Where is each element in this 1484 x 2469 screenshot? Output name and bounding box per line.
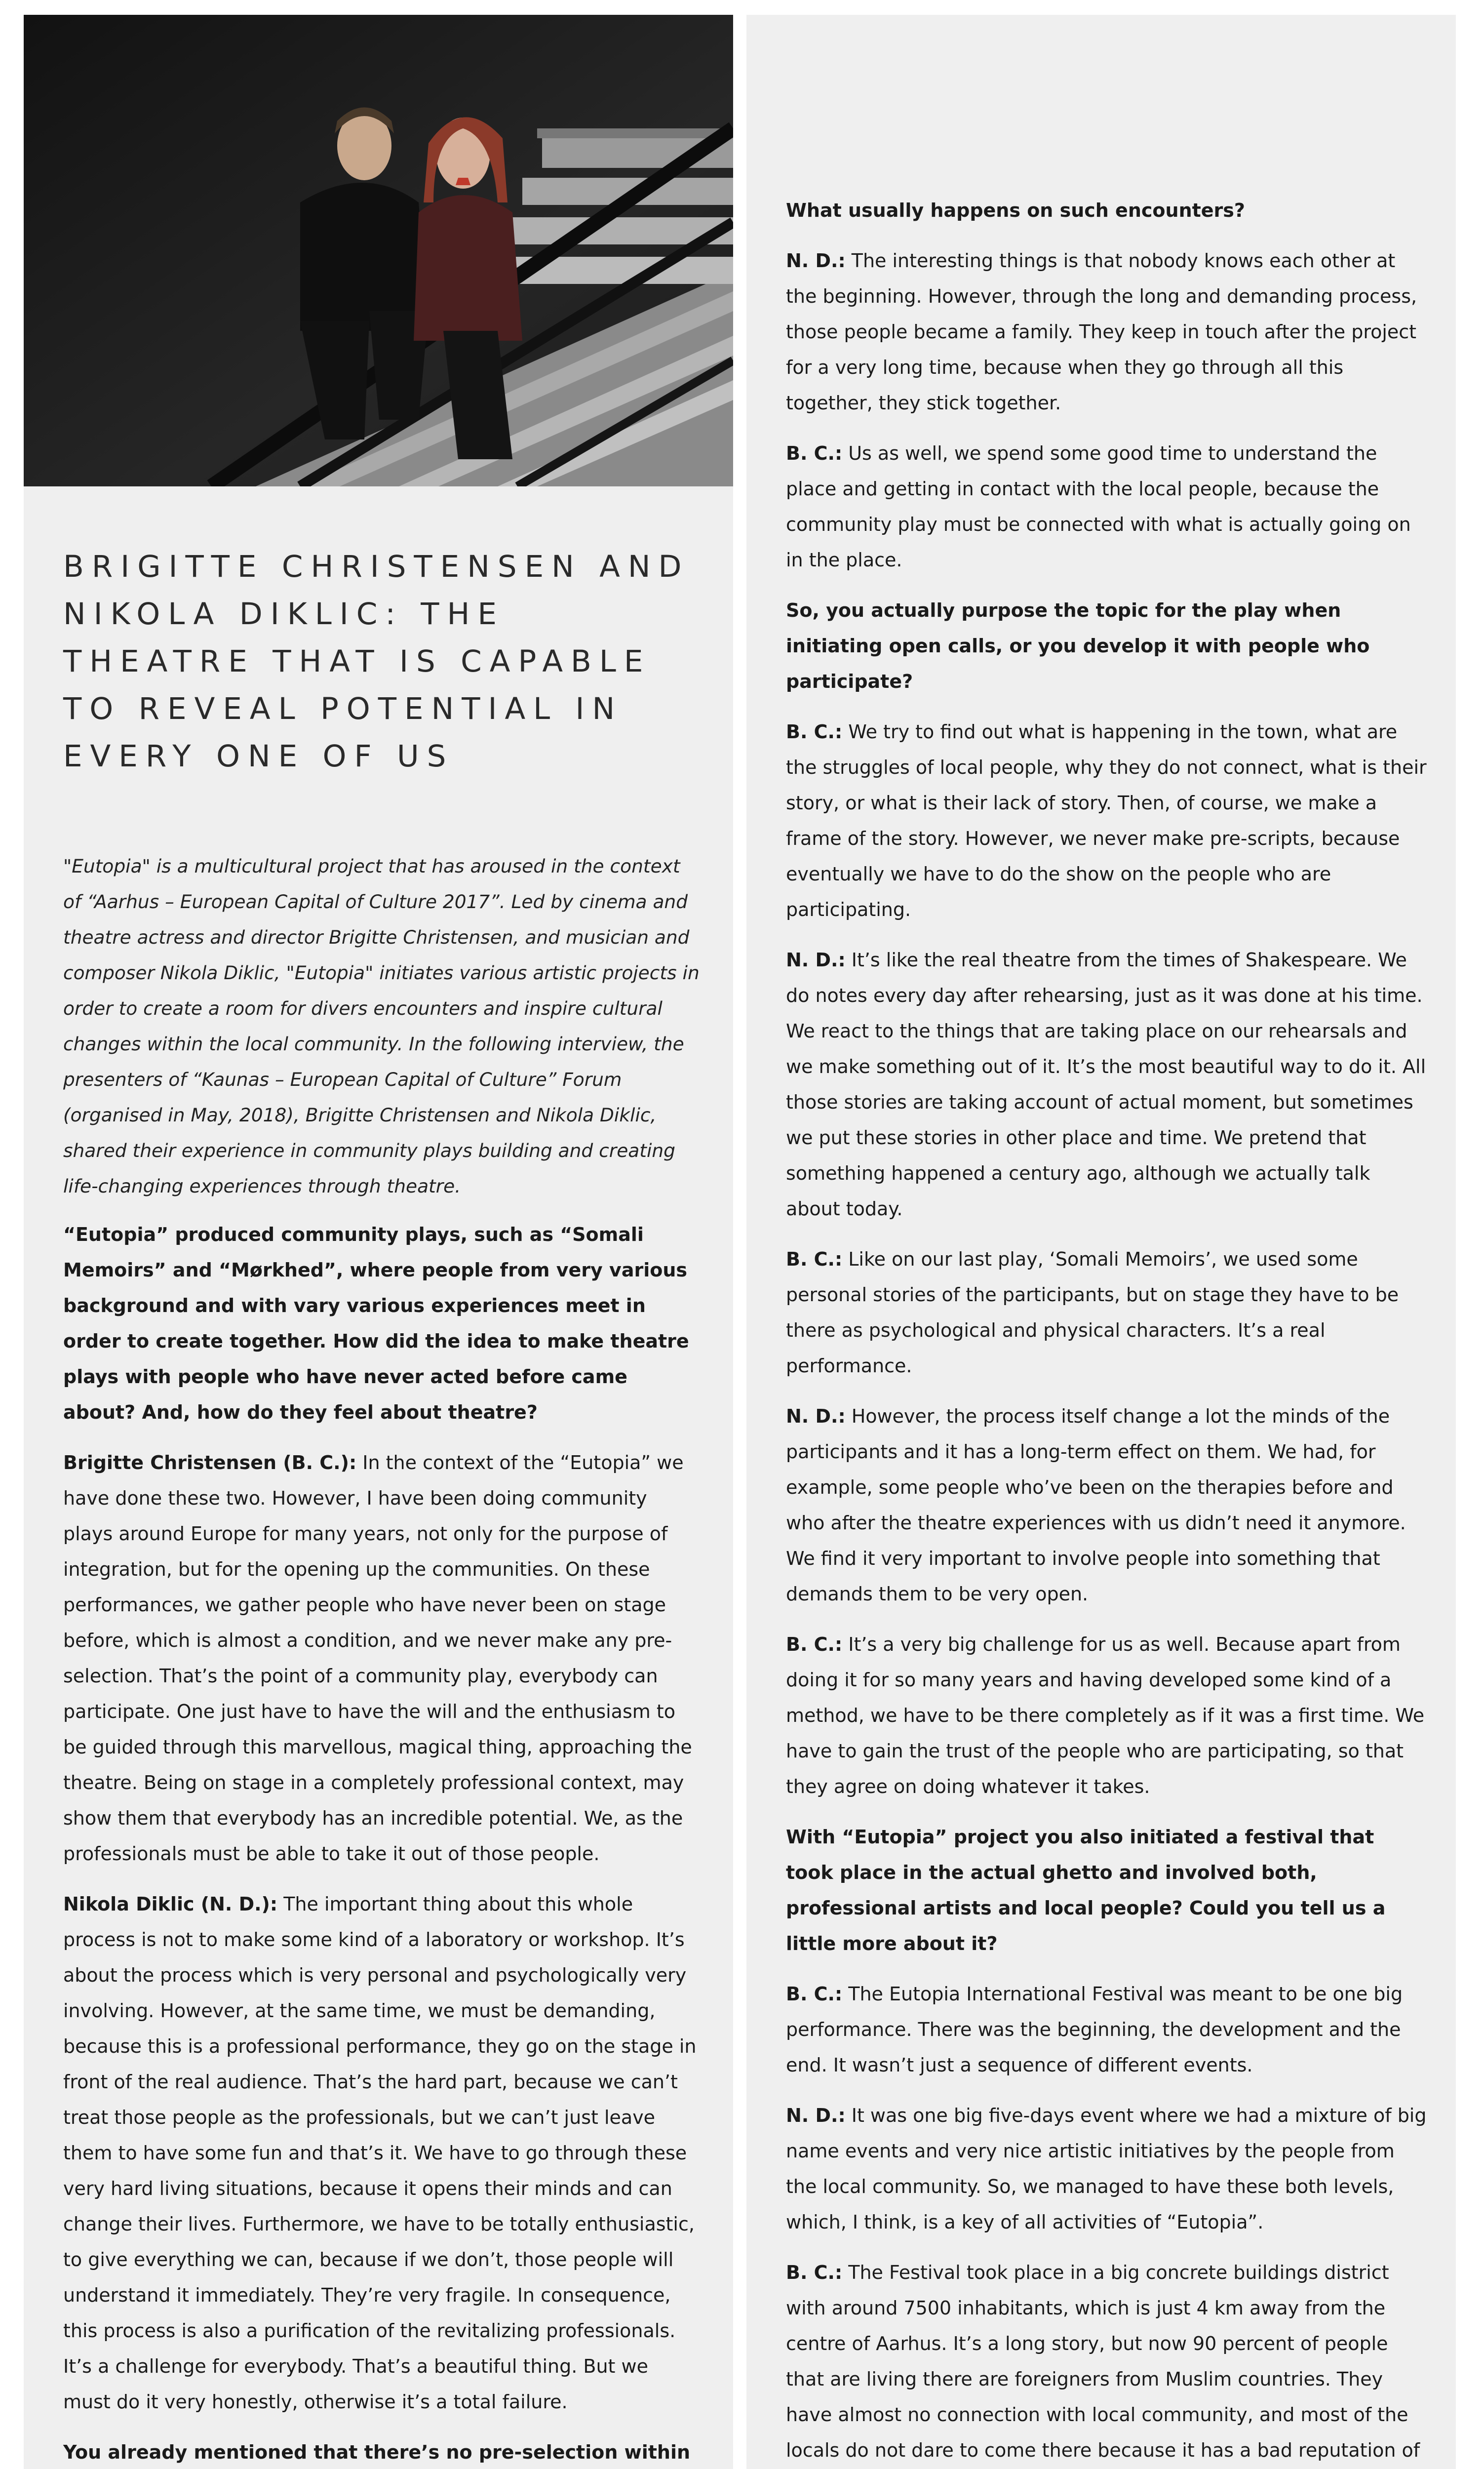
interview-answer — [786, 436, 1428, 578]
paragraph-text: Us as well, we spend some good time to understand the place and getting in contact with the local people, because the community play must be connected with what is actually going on in the place. — [786, 442, 1411, 571]
paragraph-text: The Eutopia International Festival was meant to be one big performance. There was the beginning, the development and the end. It wasn’t just a sequence of different events. — [786, 1983, 1403, 2076]
interview-answer — [786, 2098, 1428, 2240]
paragraph-text: The Festival took place in a big concrete buildings district with around 7500 inhabitants, which is just 4 km away from the centre of Aarhus. It’s a long story, but now 90 percent of people that are living there are foreigners from Muslim countries. They have almost no connection with local community, and most of the locals do not dare to come there because it has a bad reputation of — [786, 2262, 1420, 2461]
interview-answer — [786, 1976, 1428, 2083]
speaker-label: B. C.: — [786, 1633, 843, 1655]
speaker-label: B. C.: — [786, 442, 843, 464]
paragraph-text: The important thing about this whole process is not to make some kind of a laboratory or workshop. It’s about the process which is very personal and psychologically very involving. However, at the same time, we must be demanding, because this is a professional performance, they go on the stage in front of the real audience. That’s the hard part, because we can’t treat those people as the professionals, but we can’t just leave them to have some fun and that’s it. We have to go through these very hard living situations, because it opens their minds and can change their lives. Furthermore, we have to be totally enthusiastic, to give everything we can, because if we don’t, those people will understand it immediately. They’re very fragile. In consequence, this process is also a purification of the revitalizing professionals. It’s a challenge for everybody. That’s a beautiful thing. But we must do it very honestly, otherwise it’s a total failure. — [63, 1893, 697, 2413]
paragraph-text: The interesting things is that nobody knows each other at the beginning. However, through the long and demanding process, those people became a family. They keep in touch after the project for a very long time, because when they go through all this together, they stick together. — [786, 250, 1417, 414]
speaker-label: B. C.: — [786, 1983, 843, 2005]
interview-answer — [63, 1886, 700, 2420]
right-column — [746, 15, 1456, 2469]
interview-question — [786, 1819, 1428, 1961]
paragraph-text: We try to find out what is happening in the town, what are the struggles of local people, why they do not connect, what is their story, or what is their lack of story. Then, of course, we make a frame of the story. However, we never make pre-scripts, because eventually we have to do the show on the people who are participating. — [786, 721, 1427, 920]
speaker-label: N. D.: — [786, 1405, 846, 1427]
interview-answer — [786, 1627, 1428, 1804]
speaker-label: N. D.: — [786, 949, 846, 971]
interview-question — [786, 193, 1428, 228]
interview-answer — [786, 243, 1428, 421]
interview-question — [63, 2434, 700, 2469]
right-article-body — [786, 193, 1428, 2469]
paragraph-text: It was one big five-days event where we had a mixture of big name events and very nice artistic initiatives by the people from the local community. So, we managed to have these both levels, which, I think, is a key of all activities of “Eutopia”. — [786, 2105, 1427, 2233]
paragraph-text: With “Eutopia” project you also initiated a festival that took place in the actual ghetto and involved both, professional artists and local people? Could you tell us a little more about it? — [786, 1826, 1386, 1954]
article-lead: "Eutopia" is a multicultural project that has aroused in the context of “Aarhus – European Capital of Culture 2017”. Led by cinema and theatre actress and director Brigitte Christensen, and musician and composer Nikola Diklic, "Eutopia" initiates various artistic projects in order to create a room for divers encounters and inspire cultural changes within the local community. In the following interview, the presenters of “Kaunas – European Capital of Culture” Forum (organised in May, 2018), Brigitte Christensen and Nikola Diklic, shared their experience in community plays building and creating life-changing experiences through theatre. — [63, 855, 700, 1197]
interview-answer — [786, 714, 1428, 927]
interview-answer — [63, 1445, 700, 1872]
paragraph-text: It’s like the real theatre from the times of Shakespeare. We do notes every day after rehearsing, just as it was done at his time. We react to the things that are taking place on our rehearsals and we make something out of it. It’s the most beautiful way to do it. All those stories are taking account of actual moment, but sometimes we put these stories in other place and time. We pretend that something happened a century ago, although we actually talk about today. — [786, 949, 1426, 1220]
left-article-body — [63, 1217, 700, 2469]
interview-answer — [786, 1241, 1428, 1384]
article-photo — [24, 15, 733, 486]
paragraph-text: In the context of the “Eutopia” we have done these two. However, I have been doing community plays around Europe for many years, not only for the purpose of integration, but for the opening up the communities. On these performances, we gather people who have never been on stage before, which is almost a condition, and we never make any pre-selection. That’s the point of a community play, everybody can participate. One just have to have the will and the enthusiasm to be guided through this marvellous, magical thing, approaching the theatre. Being on stage in a completely professional context, may show them that everybody has an incredible potential. We, as the professionals must be able to take it out of those people. — [63, 1452, 692, 1865]
article-title: BRIGITTE CHRISTENSEN AND NIKOLA DIKLIC: THE THEATRE THAT IS CAPABLE TO REVEAL POTENTIAL IN EVERY ONE OF US — [63, 549, 690, 774]
paragraph-text: It’s a very big challenge for us as well. Because apart from doing it for so many years and having developed some kind of a method, we have to be there completely as if it was a first time. We have to gain the trust of the people who are participating, so that they agree on doing whatever it takes. — [786, 1633, 1425, 1797]
speaker-label: N. D.: — [786, 250, 846, 272]
speaker-label: B. C.: — [786, 721, 843, 743]
speaker-label: B. C.: — [786, 1248, 843, 1270]
paragraph-text: You already mentioned that there’s no pre-selection within — [63, 2441, 691, 2463]
speaker-label: Brigitte Christensen (B. C.): — [63, 1452, 357, 1473]
interview-answer — [786, 2255, 1428, 2469]
paragraph-text: So, you actually purpose the topic for the play when initiating open calls, or you develop it with people who participate? — [786, 599, 1370, 692]
interview-answer — [786, 1398, 1428, 1612]
left-column — [24, 15, 733, 2469]
photo-illustration — [24, 15, 733, 486]
interview-answer — [786, 942, 1428, 1227]
interview-question — [786, 593, 1428, 699]
paragraph-text: Like on our last play, ‘Somali Memoirs’, we used some personal stories of the participants, but on stage they have to be there as psychological and physical characters. It’s a real performance. — [786, 1248, 1399, 1377]
speaker-label: B. C.: — [786, 2262, 843, 2283]
interview-question — [63, 1217, 700, 1430]
paragraph-text: However, the process itself change a lot the minds of the participants and it has a long-term effect on them. We had, for example, some people who’ve been on the therapies before and who after the theatre experiences with us didn’t need it anymore. We find it very important to involve people into something that demands them to be very open. — [786, 1405, 1406, 1605]
paragraph-text: What usually happens on such encounters? — [786, 199, 1245, 221]
paragraph-text: “Eutopia” produced community plays, such as “Somali Memoirs” and “Mørkhed”, where people from very various background and with vary various experiences meet in order to create together. How did the idea to make theatre plays with people who have never acted before came about? And, how do they feel about theatre? — [63, 1224, 689, 1423]
speaker-label: Nikola Diklic (N. D.): — [63, 1893, 278, 1915]
speaker-label: N. D.: — [786, 2105, 846, 2126]
